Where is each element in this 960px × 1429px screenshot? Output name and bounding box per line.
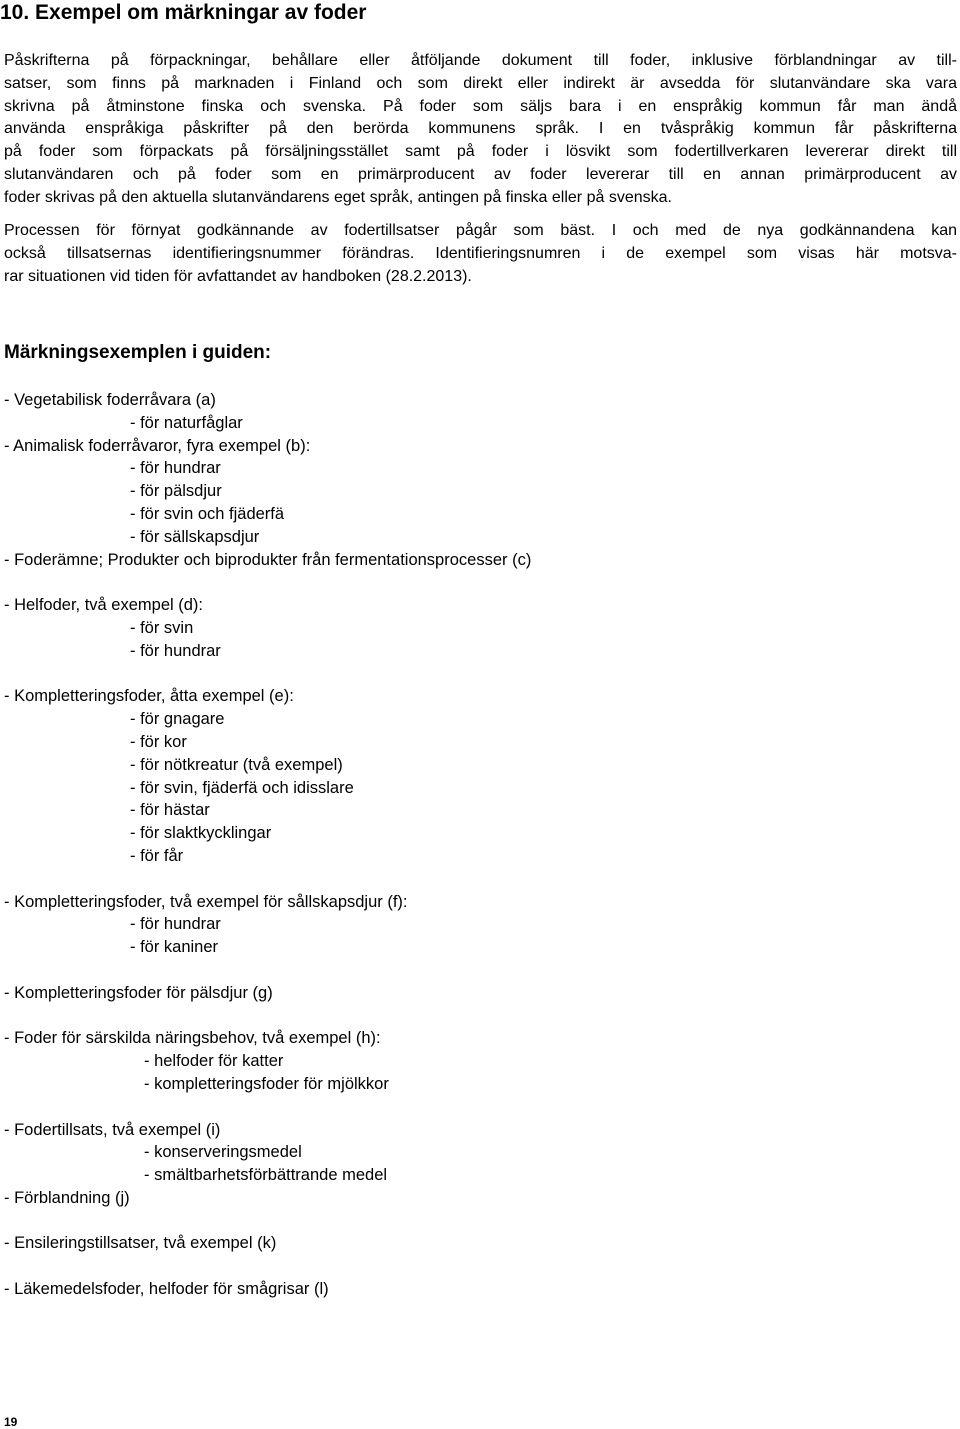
list-subitem: - för naturfåglar <box>130 413 243 432</box>
examples-heading: Märkningsexemplen i guiden: <box>4 342 272 363</box>
paragraph-line: Processen för förnyat godkännande av fodertillsatser pågår som bäst. I och med de nya godkännandena kan <box>4 222 957 239</box>
paragraph-line: skrivna på åtminstone finska och svenska. På foder som säljs bara i en enspråkig kommun får man ändå <box>4 97 957 115</box>
list-item: - Kompletteringsfoder, åtta exempel (e): <box>4 687 294 706</box>
list-subitem: - för gnagare <box>130 710 225 729</box>
section-title: 10. Exempel om märkningar av foder <box>0 1 367 24</box>
list-subitem: - kompletteringsfoder för mjölkkor <box>144 1074 389 1093</box>
paragraph-line: också tillsatsernas identifieringsnummer förändras. Identifieringsnumren i de exempel som visas här motsva- <box>4 244 957 262</box>
paragraph-line: satser, som finns på marknaden i Finland och som direkt eller indirekt är avsedda för slutanvändare ska vara <box>4 74 957 92</box>
list-item: - Ensileringstillsatser, två exempel (k) <box>4 1234 277 1253</box>
additives-paragraph <box>4 220 957 288</box>
list-item: - Foder för särskilda näringsbehov, två exempel (h): <box>4 1029 381 1048</box>
paragraph-line: på foder som förpackats på försäljningsstället samt på foder i lösvikt som fodertillverkaren levererar direkt till <box>4 143 957 161</box>
list-subitem: - konserveringsmedel <box>144 1143 302 1162</box>
page-number: 19 <box>4 1415 18 1429</box>
list-subitem: - för nötkreatur (två exempel) <box>130 755 343 774</box>
list-item: - Förblandning (j) <box>4 1188 130 1207</box>
list-subitem: - för sällskapsdjur <box>130 527 260 546</box>
list-subitem: - för hundrar <box>130 641 221 660</box>
list-subitem: - för pälsdjur <box>130 482 222 501</box>
list-subitem: - för svin <box>130 618 194 637</box>
list-subitem: - för slaktkycklingar <box>130 824 272 843</box>
list-subitem: - för hundrar <box>130 915 221 934</box>
list-subitem: - för hundrar <box>130 459 221 478</box>
list-subitem: - för kor <box>130 732 187 751</box>
examples-list <box>4 389 531 1301</box>
list-item: - Läkemedelsfoder, helfoder för smågrisar (l) <box>4 1280 329 1299</box>
list-item: - Animalisk foderråvaror, fyra exempel (b): <box>4 436 311 455</box>
list-item: - Kompletteringsfoder för pälsdjur (g) <box>4 983 273 1002</box>
list-subitem: - för svin, fjäderfä och idisslare <box>130 778 354 797</box>
list-subitem: - smältbarhetsförbättrande medel <box>144 1166 388 1185</box>
list-item: - Helfoder, två exempel (d): <box>4 596 203 615</box>
paragraph-line: slutanvändaren och på foder som en primärproducent av foder levererar till en annan primärproducent av <box>4 165 957 183</box>
list-subitem: - för svin och fjäderfä <box>130 504 285 523</box>
list-subitem: - helfoder för katter <box>144 1052 284 1071</box>
list-item: - Kompletteringsfoder, två exempel för sållskapsdjur (f): <box>4 892 408 911</box>
paragraph-line: foder skrivas på den aktuella slutanvändarens eget språk, antingen på finska eller på svenska. <box>4 188 672 206</box>
list-item: - Vegetabilisk foderråvara (a) <box>4 391 216 409</box>
list-subitem: - för får <box>130 846 184 865</box>
paragraph-line: Påskrifterna på förpackningar, behållare eller åtföljande dokument till foder, inklusive förblandningar av till- <box>4 52 957 69</box>
list-subitem: - för kaniner <box>130 938 219 957</box>
paragraph-line: använda enspråkiga påskrifter på den berörda kommunens språk. I en tvåspråkig kommun får påskrifterna <box>4 120 957 138</box>
list-item: - Foderämne; Produkter och biprodukter från fermentationsprocesser (c) <box>4 550 532 569</box>
intro-paragraph <box>4 50 957 210</box>
paragraph-line: rar situationen vid tiden för avfattandet av handboken (28.2.2013). <box>4 267 472 285</box>
list-subitem: - för hästar <box>130 801 210 820</box>
list-item: - Fodertillsats, två exempel (i) <box>4 1120 221 1139</box>
